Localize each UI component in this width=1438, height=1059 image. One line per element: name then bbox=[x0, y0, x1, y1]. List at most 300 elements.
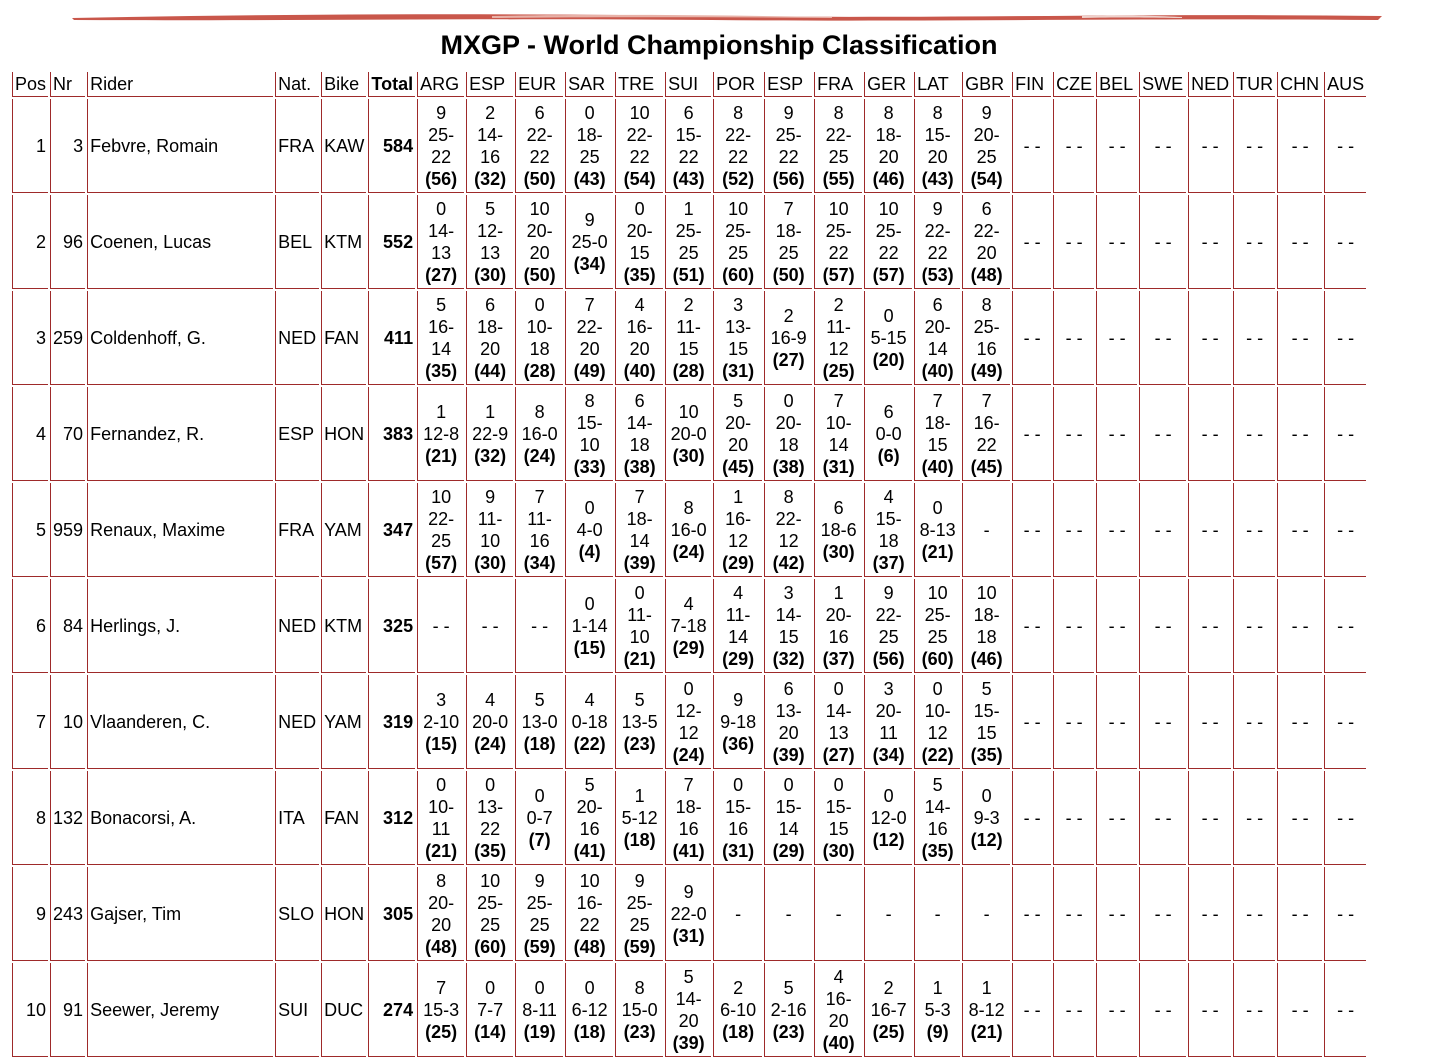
col-header-round: SUI bbox=[665, 72, 711, 97]
round-total-points: (48) bbox=[970, 264, 1003, 285]
round-result-cell bbox=[615, 291, 663, 385]
nationality-cell: BEL bbox=[275, 195, 319, 289]
col-header-round: GER bbox=[864, 72, 912, 97]
round-result-cell bbox=[814, 579, 862, 673]
round-bonus-points: 9 bbox=[634, 870, 645, 891]
round-bonus-points: 5 bbox=[932, 774, 943, 795]
round-total-points: (35) bbox=[474, 840, 507, 861]
round-result-cell bbox=[764, 771, 812, 865]
round-result-cell bbox=[713, 579, 762, 673]
round-empty-marker: - - bbox=[1291, 231, 1309, 252]
round-bonus-points: 4 bbox=[683, 593, 694, 614]
round-result-cell bbox=[615, 675, 663, 769]
round-result-cell bbox=[665, 291, 711, 385]
round-result-cell bbox=[665, 579, 711, 673]
round-heat-points: 25-25 bbox=[477, 892, 504, 935]
round-result-cell bbox=[764, 99, 812, 193]
round-empty-marker: - - bbox=[1291, 711, 1309, 732]
round-total-points: (30) bbox=[822, 541, 855, 562]
round-bonus-points: 9 bbox=[981, 102, 992, 123]
round-total-points: (37) bbox=[822, 648, 855, 669]
round-bonus-points: 10 bbox=[976, 582, 997, 603]
round-total-points: (56) bbox=[872, 648, 905, 669]
round-result-cell bbox=[713, 387, 762, 481]
round-result-cell bbox=[864, 291, 912, 385]
round-total-points: (18) bbox=[623, 829, 656, 850]
round-result-cell bbox=[665, 195, 711, 289]
round-total-points: (60) bbox=[921, 648, 954, 669]
round-result-cell bbox=[864, 483, 912, 577]
round-heat-points: 12-13 bbox=[477, 220, 504, 263]
round-total-points: (29) bbox=[722, 552, 755, 573]
round-total-points: (21) bbox=[623, 648, 656, 669]
round-heat-points: 16-22 bbox=[576, 892, 603, 935]
round-result-cell bbox=[1277, 99, 1322, 193]
round-bonus-points: 1 bbox=[932, 977, 943, 998]
round-result-cell bbox=[1277, 867, 1322, 961]
round-heat-points: 20-16 bbox=[825, 604, 852, 647]
round-bonus-points: 3 bbox=[733, 294, 744, 315]
table-row bbox=[12, 195, 1366, 289]
round-result-cell bbox=[713, 675, 762, 769]
round-bonus-points: 1 bbox=[833, 582, 844, 603]
round-result-cell bbox=[417, 771, 464, 865]
col-header-nat: Nat. bbox=[275, 72, 319, 97]
round-result-cell bbox=[515, 483, 563, 577]
bike-cell: FAN bbox=[321, 291, 366, 385]
round-total-points: (39) bbox=[772, 744, 805, 765]
race-number-cell: 243 bbox=[50, 867, 85, 961]
round-total-points: (43) bbox=[921, 168, 954, 189]
round-bonus-points: 9 bbox=[883, 582, 894, 603]
round-result-cell bbox=[864, 99, 912, 193]
round-bonus-points: 0 bbox=[584, 102, 595, 123]
round-total-points: (56) bbox=[772, 168, 805, 189]
round-empty-marker: - - bbox=[1108, 999, 1126, 1020]
total-points-cell: 274 bbox=[368, 963, 415, 1057]
round-bonus-points: 6 bbox=[883, 401, 894, 422]
round-empty-marker: - - bbox=[1246, 711, 1264, 732]
round-total-points: (51) bbox=[672, 264, 705, 285]
round-bonus-points: 5 bbox=[584, 774, 595, 795]
round-empty-marker: - - bbox=[1154, 807, 1172, 828]
round-empty-marker: - - bbox=[1201, 711, 1219, 732]
total-points-cell: 584 bbox=[368, 99, 415, 193]
table-row bbox=[12, 291, 1366, 385]
round-bonus-points: 8 bbox=[733, 102, 744, 123]
table-row bbox=[12, 771, 1366, 865]
round-result-cell bbox=[1188, 387, 1231, 481]
round-result-cell bbox=[864, 963, 912, 1057]
round-result-cell bbox=[515, 579, 563, 673]
round-bonus-points: 6 bbox=[833, 497, 844, 518]
round-empty-marker: - - bbox=[1154, 999, 1172, 1020]
col-header-round: BEL bbox=[1096, 72, 1137, 97]
round-bonus-points: 2 bbox=[683, 294, 694, 315]
round-bonus-points: 4 bbox=[833, 966, 844, 987]
round-heat-points: 12-12 bbox=[675, 700, 702, 743]
round-total-points: (50) bbox=[523, 168, 556, 189]
round-total-points: (31) bbox=[722, 840, 755, 861]
round-empty-marker: - - bbox=[1201, 615, 1219, 636]
round-bonus-points: 8 bbox=[932, 102, 943, 123]
round-empty-marker: - - bbox=[1246, 903, 1264, 924]
round-bonus-points: 2 bbox=[833, 294, 844, 315]
race-number-cell: 959 bbox=[50, 483, 85, 577]
round-result-cell bbox=[565, 483, 613, 577]
round-result-cell bbox=[1233, 195, 1275, 289]
round-bonus-points: 8 bbox=[981, 294, 992, 315]
round-heat-points: 10-12 bbox=[924, 700, 951, 743]
round-result-cell bbox=[466, 579, 513, 673]
round-empty-marker: - - bbox=[1337, 807, 1355, 828]
round-result-cell bbox=[1096, 99, 1137, 193]
round-total-points: (59) bbox=[623, 936, 656, 957]
round-result-cell bbox=[1053, 291, 1094, 385]
round-heat-points: 2-10 bbox=[423, 711, 460, 732]
round-heat-points: 22-22 bbox=[626, 124, 653, 167]
nationality-cell: FRA bbox=[275, 483, 319, 577]
round-result-cell bbox=[1233, 675, 1275, 769]
round-empty-marker: - - bbox=[1065, 231, 1083, 252]
round-result-cell bbox=[417, 867, 464, 961]
round-result-cell bbox=[1096, 579, 1137, 673]
round-bonus-points: 4 bbox=[584, 689, 595, 710]
race-number-cell: 3 bbox=[50, 99, 85, 193]
round-heat-points: 4-0 bbox=[576, 519, 603, 540]
round-result-cell bbox=[962, 387, 1010, 481]
bike-cell: YAM bbox=[321, 483, 366, 577]
round-heat-points: 18-15 bbox=[924, 412, 951, 455]
round-result-cell bbox=[1139, 867, 1186, 961]
race-number-cell: 259 bbox=[50, 291, 85, 385]
round-total-points: (54) bbox=[623, 168, 656, 189]
round-heat-points: 11-10 bbox=[477, 508, 503, 551]
nationality-cell: ESP bbox=[275, 387, 319, 481]
round-total-points: (9) bbox=[926, 1021, 949, 1042]
round-bonus-points: 0 bbox=[534, 785, 545, 806]
round-bonus-points: 0 bbox=[833, 678, 844, 699]
round-heat-points: 25-16 bbox=[973, 316, 1000, 359]
race-number-cell: 96 bbox=[50, 195, 85, 289]
nationality-cell: SLO bbox=[275, 867, 319, 961]
round-result-cell bbox=[962, 483, 1010, 577]
round-total-points: (23) bbox=[772, 1021, 805, 1042]
round-result-cell bbox=[914, 579, 960, 673]
round-bonus-points: 8 bbox=[584, 390, 595, 411]
round-total-points: (40) bbox=[921, 456, 954, 477]
round-heat-points: 20-11 bbox=[875, 700, 902, 743]
round-empty-marker: - - bbox=[1154, 615, 1172, 636]
round-result-cell bbox=[1139, 579, 1186, 673]
round-result-cell bbox=[864, 387, 912, 481]
round-heat-points: 2-16 bbox=[770, 999, 807, 1020]
round-total-points: (21) bbox=[921, 541, 954, 562]
round-total-points: (6) bbox=[877, 445, 900, 466]
position-cell: 6 bbox=[12, 579, 48, 673]
round-result-cell bbox=[1324, 867, 1366, 961]
round-result-cell bbox=[764, 291, 812, 385]
round-empty-marker: - - bbox=[1108, 231, 1126, 252]
round-bonus-points: 0 bbox=[634, 582, 645, 603]
round-empty-marker: - bbox=[735, 903, 742, 924]
round-result-cell bbox=[764, 387, 812, 481]
round-total-points: (42) bbox=[772, 552, 805, 573]
round-heat-points: 11-10 bbox=[627, 604, 652, 647]
round-empty-marker: - - bbox=[1023, 903, 1041, 924]
round-total-points: (33) bbox=[573, 456, 606, 477]
round-empty-marker: - - bbox=[1108, 711, 1126, 732]
round-bonus-points: 0 bbox=[584, 593, 595, 614]
race-number-cell: 132 bbox=[50, 771, 85, 865]
bike-cell: KTM bbox=[321, 579, 366, 673]
round-result-cell bbox=[962, 579, 1010, 673]
round-result-cell bbox=[615, 867, 663, 961]
round-empty-marker: - - bbox=[1246, 519, 1264, 540]
round-result-cell bbox=[466, 867, 513, 961]
round-bonus-points: 2 bbox=[733, 977, 744, 998]
round-heat-points: 16-7 bbox=[870, 999, 907, 1020]
round-empty-marker: - - bbox=[1337, 327, 1355, 348]
round-result-cell bbox=[565, 579, 613, 673]
round-total-points: (21) bbox=[425, 840, 458, 861]
round-empty-marker: - - bbox=[1154, 231, 1172, 252]
round-bonus-points: 6 bbox=[634, 390, 645, 411]
round-total-points: (31) bbox=[672, 925, 705, 946]
round-heat-points: 22-25 bbox=[428, 508, 455, 551]
round-result-cell bbox=[417, 387, 464, 481]
race-number-cell: 10 bbox=[50, 675, 85, 769]
round-empty-marker: - - bbox=[1291, 327, 1309, 348]
round-empty-marker: - - bbox=[1154, 711, 1172, 732]
round-empty-marker: - - bbox=[1065, 999, 1083, 1020]
round-result-cell bbox=[615, 99, 663, 193]
round-heat-points: 15-10 bbox=[576, 412, 603, 455]
round-result-cell bbox=[417, 675, 464, 769]
round-empty-marker: - - bbox=[1337, 519, 1355, 540]
round-empty-marker: - - bbox=[1108, 807, 1126, 828]
bike-cell: HON bbox=[321, 867, 366, 961]
round-total-points: (34) bbox=[523, 552, 556, 573]
round-total-points: (27) bbox=[425, 264, 458, 285]
round-result-cell bbox=[1012, 963, 1051, 1057]
round-empty-marker: - - bbox=[1154, 135, 1172, 156]
round-empty-marker: - - bbox=[1023, 135, 1041, 156]
round-total-points: (34) bbox=[872, 744, 905, 765]
round-total-points: (29) bbox=[772, 840, 805, 861]
round-heat-points: 16-9 bbox=[770, 327, 807, 348]
round-empty-marker: - - bbox=[1108, 519, 1126, 540]
round-bonus-points: 9 bbox=[534, 870, 545, 891]
round-empty-marker: - - bbox=[1337, 999, 1355, 1020]
total-points-cell: 347 bbox=[368, 483, 415, 577]
round-bonus-points: 10 bbox=[480, 870, 501, 891]
round-result-cell bbox=[1012, 387, 1051, 481]
round-heat-points: 14-15 bbox=[775, 604, 802, 647]
nationality-cell: NED bbox=[275, 675, 319, 769]
round-heat-points: 16-20 bbox=[825, 988, 852, 1031]
round-bonus-points: 4 bbox=[485, 689, 496, 710]
round-result-cell bbox=[914, 963, 960, 1057]
position-cell: 1 bbox=[12, 99, 48, 193]
round-empty-marker: - - bbox=[1291, 999, 1309, 1020]
round-total-points: (57) bbox=[425, 552, 458, 573]
round-result-cell bbox=[515, 99, 563, 193]
round-bonus-points: 8 bbox=[833, 102, 844, 123]
round-result-cell bbox=[962, 195, 1010, 289]
round-result-cell bbox=[1053, 771, 1094, 865]
round-heat-points: 5-3 bbox=[924, 999, 951, 1020]
round-result-cell bbox=[665, 675, 711, 769]
round-heat-points: 9-3 bbox=[973, 807, 1000, 828]
round-empty-marker: - - bbox=[1023, 231, 1041, 252]
col-header-round: GBR bbox=[962, 72, 1010, 97]
round-bonus-points: 0 bbox=[683, 678, 694, 699]
total-points-cell: 325 bbox=[368, 579, 415, 673]
round-result-cell bbox=[914, 675, 960, 769]
table-body bbox=[12, 99, 1366, 1057]
rider-name-cell: Coenen, Lucas bbox=[87, 195, 273, 289]
round-bonus-points: 0 bbox=[833, 774, 844, 795]
total-points-cell: 383 bbox=[368, 387, 415, 481]
round-heat-points: 14-18 bbox=[626, 412, 653, 455]
round-heat-points: 15-18 bbox=[875, 508, 902, 551]
round-total-points: (52) bbox=[722, 168, 755, 189]
round-result-cell bbox=[515, 771, 563, 865]
round-bonus-points: 1 bbox=[733, 486, 744, 507]
round-total-points: (18) bbox=[523, 733, 556, 754]
round-heat-points: 16-20 bbox=[626, 316, 653, 359]
round-total-points: (35) bbox=[623, 264, 656, 285]
round-result-cell bbox=[565, 963, 613, 1057]
col-header-round: LAT bbox=[914, 72, 960, 97]
round-bonus-points: 10 bbox=[828, 198, 849, 219]
round-total-points: (23) bbox=[623, 1021, 656, 1042]
round-heat-points: 0-0 bbox=[875, 423, 902, 444]
rider-name-cell: Gajser, Tim bbox=[87, 867, 273, 961]
round-bonus-points: 9 bbox=[932, 198, 943, 219]
round-empty-marker: - - bbox=[1337, 135, 1355, 156]
round-empty-marker: - bbox=[835, 903, 842, 924]
round-result-cell bbox=[466, 99, 513, 193]
round-total-points: (60) bbox=[722, 264, 755, 285]
round-result-cell bbox=[1012, 867, 1051, 961]
round-result-cell bbox=[665, 771, 711, 865]
round-bonus-points: 10 bbox=[728, 198, 749, 219]
round-heat-points: 22-20 bbox=[973, 220, 1000, 263]
round-heat-points: 16-14 bbox=[428, 316, 455, 359]
round-total-points: (22) bbox=[573, 733, 606, 754]
round-empty-marker: - - bbox=[1154, 903, 1172, 924]
round-heat-points: 6-10 bbox=[720, 999, 757, 1020]
round-bonus-points: 6 bbox=[981, 198, 992, 219]
round-total-points: (29) bbox=[722, 648, 755, 669]
round-bonus-points: 10 bbox=[927, 582, 948, 603]
round-heat-points: 18-18 bbox=[973, 604, 1000, 647]
nationality-cell: NED bbox=[275, 291, 319, 385]
round-total-points: (32) bbox=[474, 445, 507, 466]
round-empty-marker: - - bbox=[1337, 711, 1355, 732]
round-total-points: (35) bbox=[970, 744, 1003, 765]
position-cell: 3 bbox=[12, 291, 48, 385]
total-points-cell: 319 bbox=[368, 675, 415, 769]
round-bonus-points: 10 bbox=[529, 198, 550, 219]
round-bonus-points: 4 bbox=[634, 294, 645, 315]
bike-cell: YAM bbox=[321, 675, 366, 769]
round-heat-points: 7-18 bbox=[670, 615, 707, 636]
round-heat-points: 14-16 bbox=[477, 124, 504, 167]
round-empty-marker: - - bbox=[1065, 135, 1083, 156]
round-bonus-points: 1 bbox=[634, 785, 645, 806]
round-empty-marker: - - bbox=[1337, 423, 1355, 444]
round-heat-points: 15-3 bbox=[423, 999, 460, 1020]
round-heat-points: 18-20 bbox=[477, 316, 504, 359]
round-bonus-points: 8 bbox=[436, 870, 447, 891]
round-total-points: (25) bbox=[872, 1021, 905, 1042]
round-total-points: (32) bbox=[474, 168, 507, 189]
round-total-points: (30) bbox=[474, 552, 507, 573]
round-empty-marker: - - bbox=[1201, 519, 1219, 540]
col-header-round: CHN bbox=[1277, 72, 1322, 97]
round-total-points: (27) bbox=[822, 744, 855, 765]
round-result-cell bbox=[814, 483, 862, 577]
round-empty-marker: - - bbox=[1291, 519, 1309, 540]
round-result-cell bbox=[665, 867, 711, 961]
round-empty-marker: - - bbox=[1201, 903, 1219, 924]
round-result-cell bbox=[814, 387, 862, 481]
table-header bbox=[12, 72, 1366, 97]
round-result-cell bbox=[1096, 195, 1137, 289]
round-total-points: (36) bbox=[722, 733, 755, 754]
race-number-cell: 91 bbox=[50, 963, 85, 1057]
col-header-round: ESP bbox=[466, 72, 513, 97]
round-empty-marker: - - bbox=[1337, 615, 1355, 636]
table-row bbox=[12, 867, 1366, 961]
round-result-cell bbox=[713, 483, 762, 577]
round-heat-points: 11-12 bbox=[826, 316, 851, 359]
round-total-points: (30) bbox=[474, 264, 507, 285]
round-heat-points: 8-12 bbox=[968, 999, 1005, 1020]
round-result-cell bbox=[1277, 195, 1322, 289]
col-header-round: ARG bbox=[417, 72, 464, 97]
round-heat-points: 5-15 bbox=[870, 327, 907, 348]
total-points-cell: 552 bbox=[368, 195, 415, 289]
round-bonus-points: 8 bbox=[783, 486, 794, 507]
round-result-cell bbox=[515, 675, 563, 769]
round-empty-marker: - - bbox=[1023, 519, 1041, 540]
round-heat-points: 15-14 bbox=[775, 796, 802, 839]
round-result-cell bbox=[1233, 867, 1275, 961]
round-heat-points: 14-13 bbox=[825, 700, 852, 743]
round-heat-points: 25-25 bbox=[924, 604, 951, 647]
round-total-points: (41) bbox=[672, 840, 705, 861]
round-total-points: (35) bbox=[425, 360, 458, 381]
round-total-points: (48) bbox=[573, 936, 606, 957]
round-bonus-points: 5 bbox=[485, 198, 496, 219]
round-heat-points: 13-5 bbox=[621, 711, 658, 732]
round-empty-marker: - - bbox=[531, 615, 549, 636]
round-result-cell bbox=[417, 963, 464, 1057]
round-empty-marker: - - bbox=[1154, 327, 1172, 348]
round-heat-points: 20-20 bbox=[526, 220, 553, 263]
round-heat-points: 20-14 bbox=[924, 316, 951, 359]
round-heat-points: 12-0 bbox=[870, 807, 907, 828]
nationality-cell: SUI bbox=[275, 963, 319, 1057]
round-result-cell bbox=[665, 387, 711, 481]
round-total-points: (21) bbox=[970, 1021, 1003, 1042]
round-total-points: (40) bbox=[822, 1032, 855, 1053]
nationality-cell: NED bbox=[275, 579, 319, 673]
